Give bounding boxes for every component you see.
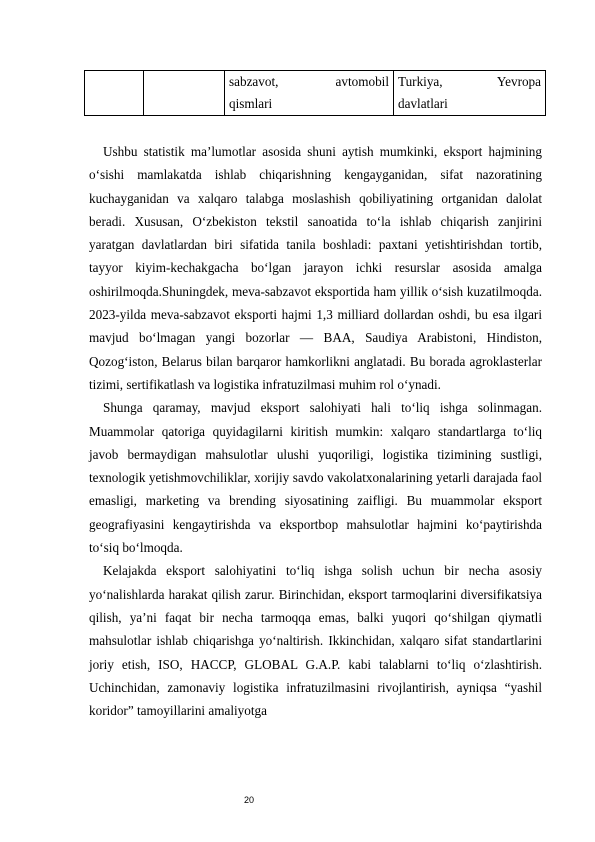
- table-cell-products: [225, 71, 394, 116]
- page-number: 20: [244, 795, 255, 805]
- table-cell-empty-1: [85, 71, 144, 116]
- table-cell-countries: [394, 71, 546, 116]
- table-cell-products-line1: sabzavot, avtomobil: [229, 74, 389, 89]
- table-cell-products-line2: qismlari: [229, 96, 273, 111]
- table-row: [85, 71, 546, 116]
- paragraph-export-statistics: Ushbu statistik ma’lumotlar asosida shuni aytish mumkinki, eksport hajmining o‘sishi mamlakatda ishlab chiqarishning kengayganidan, sifat nazoratining kuchayganidan va xalqaro talabga moslashish qobiliyatining ortganidan dalolat beradi. Xususan, O‘zbekiston tekstil sanoatida to‘la ishlab chiqarish zanjirini yaratgan davlatlardan biri sifatida tanila boshladi: paxtani yetishtirishdan tortib, tayyor kiyim-kechakgacha bo‘lgan jarayon ichki resurslar asosida amalga oshirilmoqda.Shuningdek, meva-sabzavot eksportida ham yillik o‘sish kuzatilmoqda. 2023-yilda meva-sabzavot eksporti hajmi 1,3 milliard dollardan oshdi, bu esa ilgari mavjud bo‘lmagan yangi bozorlar — BAA, Saudiya Arabistoni, Hindiston, Qozog‘iston, Belarus bilan barqaror hamkorlikni anglatadi. Bu borada agroklasterlar tizimi, sertifikatlash va logistika infratuzilmasi muhim rol o‘ynadi.: [89, 144, 542, 392]
- continued-table: [84, 70, 546, 116]
- paragraph-export-problems: Shunga qaramay, mavjud eksport salohiyati hali to‘liq ishga solinmagan. Muammolar qatoriga quyidagilarni kiritish mumkin: xalqaro standartlarga to‘liq javob bermaydigan mahsulotlar ulushi yuqoriligi, logistika tizimining sustligi, texnologik yetishmovchiliklar, xorijiy savdo vakolatxonalarining yetarli darajada faol emasligi, marketing va brending siyosatining zaifligi. Bu muammolar eksport geografiyasini kengaytirishda va eksportbop mahsulotlar hajmini ko‘paytirishda to‘siq bo‘lmoqda.: [89, 400, 542, 556]
- table-cell-countries-line2: davlatlari: [398, 96, 448, 111]
- table-cell-empty-2: [144, 71, 225, 116]
- body-text: [89, 140, 542, 722]
- table-cell-countries-line1: Turkiya, Yevropa: [398, 74, 541, 89]
- paragraph-future-directions: Kelajakda eksport salohiyatini to‘liq ishga solish uchun bir necha asosiy yo‘nalishlarda harakat qilish zarur. Birinchidan, eksport tarmoqlarini diversifikatsiya qilish, ya’ni faqat bir necha tarmoqqa emas, balki yuqori qo‘shilgan qiymatli mahsulotlar ishlab chiqarishga yo‘naltirish. Ikkinchidan, xalqaro sifat standartlarini joriy etish, ISO, HACCP, GLOBAL G.A.P. kabi talablarni to‘liq o‘zlashtirish. Uchinchidan, zamonaviy logistika infratuzilmasini rivojlantirish, ayniqsa “yashil koridor” tamoyillarini amaliyotga: [89, 563, 542, 719]
